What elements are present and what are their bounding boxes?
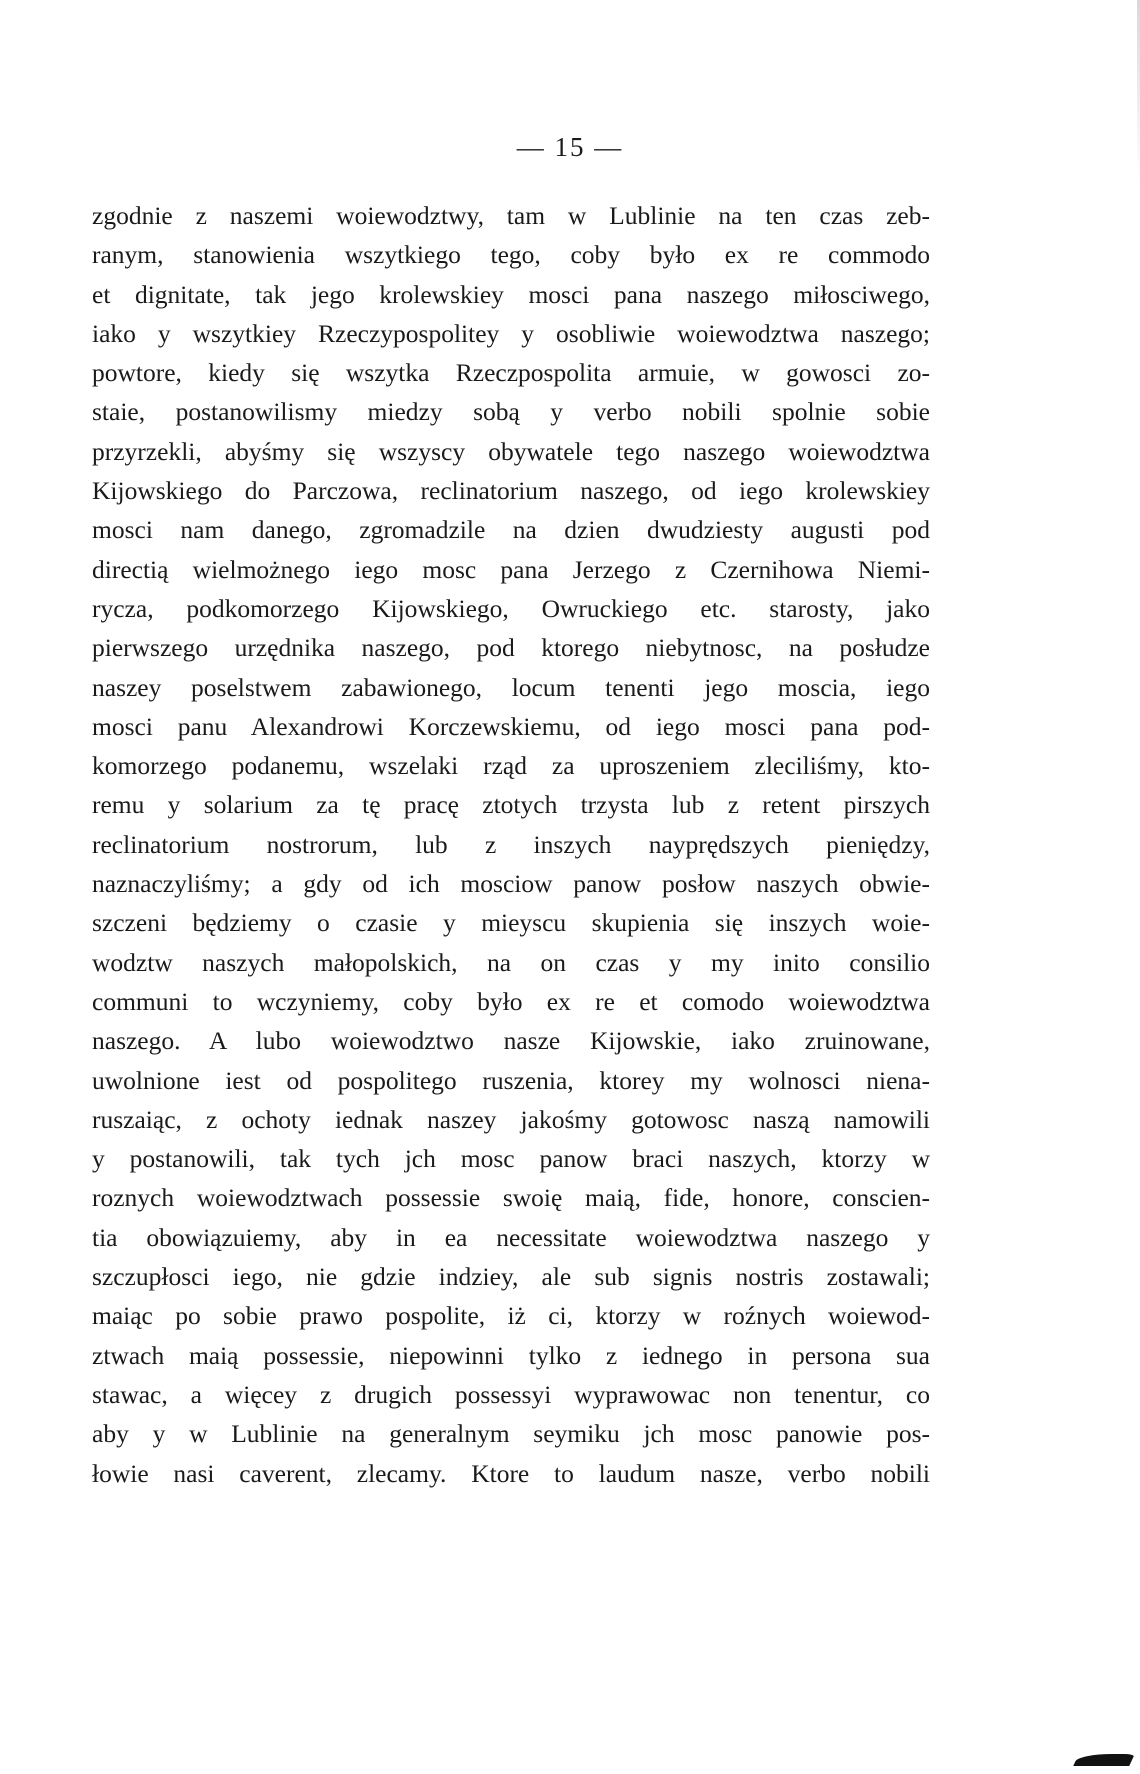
corner-ink-smudge	[1073, 1754, 1135, 1766]
text-line: zgodnie z naszemi woiewodztwy, tam w Lublinie na ten czas zeb-	[92, 201, 930, 230]
text-line: naszego. A lubo woiewodztwo nasze Kijowskie, iako zruinowane,	[92, 1026, 930, 1056]
text-line: ruszaiąc, z ochoty iednak naszey jakośmy gotowosc naszą namowili	[92, 1104, 930, 1134]
text-line: staie, postanowilismy miedzy sobą y verbo nobili spolnie sobie	[92, 397, 930, 427]
text-line: directią wielmożnego iego mosc pana Jerzego z Czernihowa Niemi-	[92, 554, 930, 584]
text-line: stawac, a więcey z drugich possessyi wyprawowac non tenentur, co	[92, 1379, 930, 1409]
text-line: reclinatorium nostrorum, lub z inszych nayprędszych pieniędzy,	[92, 829, 930, 859]
text-line: naszey poselstwem zabawionego, locum tenenti jego moscia, iego	[92, 672, 930, 702]
text-line: maiąc po sobie prawo pospolite, iż ci, ktorzy w roźnych woiewod-	[92, 1301, 930, 1331]
text-line: tia obowiązuiemy, aby in ea necessitate woiewodztwa naszego y	[92, 1222, 930, 1252]
text-line: szczupłosci iego, nie gdzie indziey, ale sub signis nostris zostawali;	[92, 1262, 930, 1292]
body-text	[92, 196, 930, 1493]
text-line: iako y wszytkiey Rzeczypospolitey y osobliwie woiewodztwa naszego;	[92, 318, 930, 348]
text-line: et dignitate, tak jego krolewskiey mosci pana naszego miłosciwego,	[92, 279, 930, 309]
text-line: communi to wczyniemy, coby było ex re et comodo woiewodztwa	[92, 986, 930, 1016]
text-line: wodztw naszych małopolskich, na on czas y my inito consilio	[92, 947, 930, 977]
text-line: mosci panu Alexandrowi Korczewskiemu, od iego mosci pana pod-	[92, 711, 930, 741]
text-line: pierwszego urzędnika naszego, pod ktorego niebytnosc, na posłudze	[92, 633, 930, 663]
text-line: szczeni będziemy o czasie y mieyscu skupienia się inszych woie-	[92, 908, 930, 938]
text-line: roznych woiewodztwach possessie swoię maią, fide, honore, conscien-	[92, 1183, 930, 1213]
text-line: aby y w Lublinie na generalnym seymiku jch mosc panowie pos-	[92, 1419, 930, 1449]
text-line: naznaczyliśmy; a gdy od ich mosciow panow posłow naszych obwie-	[92, 869, 930, 899]
text-line: ranym, stanowienia wszytkiego tego, coby było ex re commodo	[92, 240, 930, 270]
text-line: ztwach maią possessie, niepowinni tylko z iednego in persona sua	[92, 1340, 930, 1370]
text-line: komorzego podanemu, wszelaki rząd za uproszeniem zleciliśmy, kto-	[92, 751, 930, 781]
text-line: Kijowskiego do Parczowa, reclinatorium naszego, od iego krolewskiey	[92, 476, 930, 506]
text-line: przyrzekli, abyśmy się wszyscy obywatele tego naszego woiewodztwa	[92, 436, 930, 466]
text-line: łowie nasi caverent, zlecamy. Ktore to laudum nasze, verbo nobili	[92, 1458, 930, 1488]
page-number: — 15 —	[516, 132, 624, 162]
text-line: uwolnione iest od pospolitego ruszenia, ktorey my wolnosci niena-	[92, 1065, 930, 1095]
text-line: remu y solarium za tę pracę ztotych trzysta lub z retent pirszych	[92, 790, 930, 820]
text-line: powtore, kiedy się wszytka Rzeczpospolita armuie, w gowosci zo-	[92, 358, 930, 388]
text-line: mosci nam danego, zgromadzile na dzien dwudziesty augusti pod	[92, 515, 930, 545]
text-line: y postanowili, tak tych jch mosc panow braci naszych, ktorzy w	[92, 1144, 930, 1174]
text-line: rycza, podkomorzego Kijowskiego, Owruckiego etc. starosty, jako	[92, 593, 930, 623]
